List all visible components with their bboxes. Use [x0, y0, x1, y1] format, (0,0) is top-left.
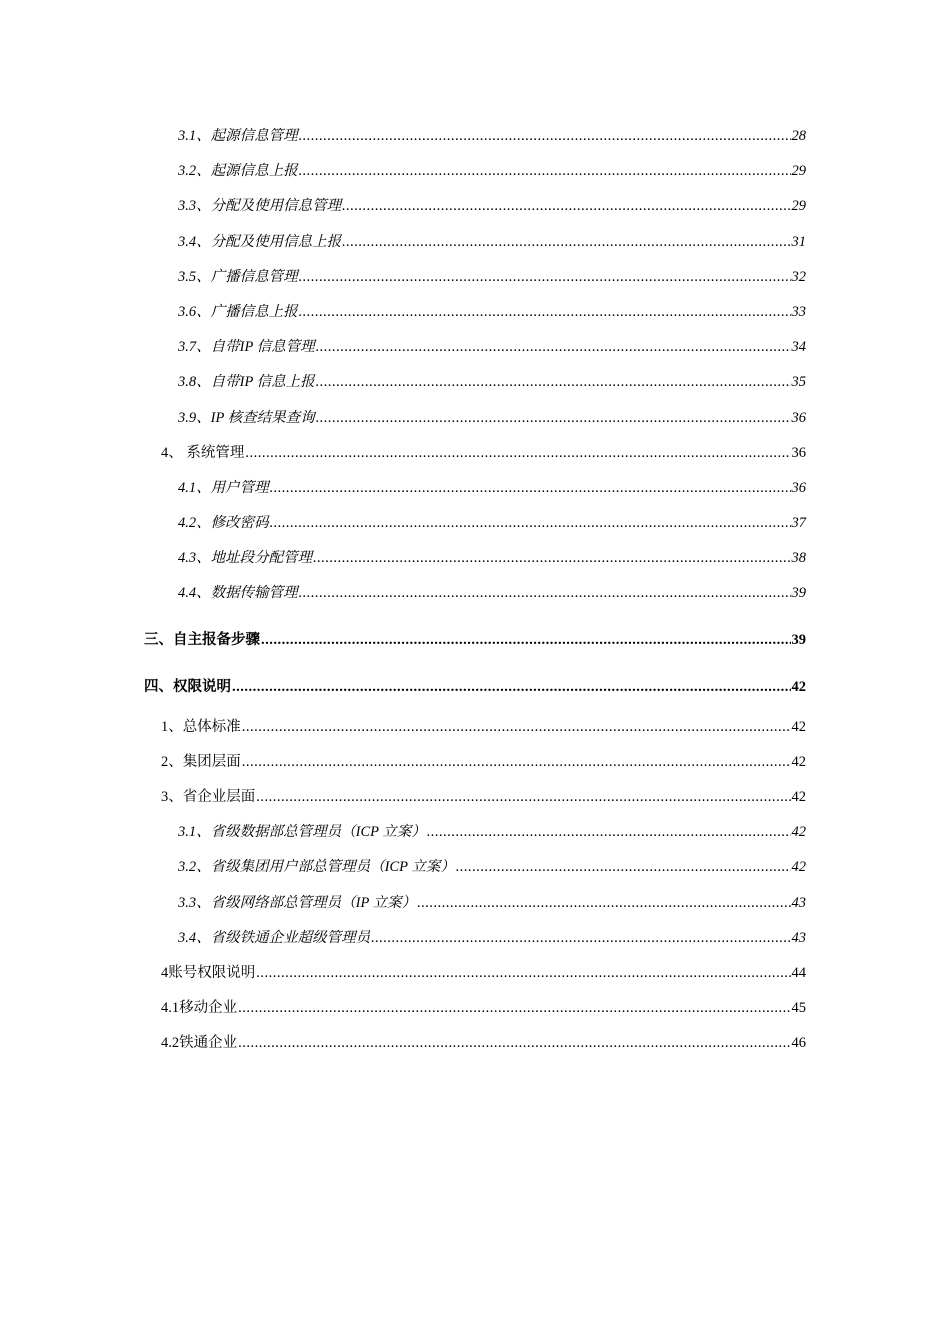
- toc-entry-4-account[interactable]: [0, 956, 950, 991]
- toc-page-number: 34: [791, 339, 806, 356]
- toc-title: 系统管理: [186, 444, 245, 461]
- dot-leader: [316, 330, 791, 365]
- toc-page-number: 45: [791, 1000, 806, 1017]
- toc-title: 权限说明: [173, 678, 231, 695]
- toc-number: 4、: [161, 444, 183, 461]
- toc-entry-3-2[interactable]: [0, 154, 950, 189]
- toc-page-number: 36: [791, 444, 806, 461]
- toc-entry-4-2[interactable]: [0, 506, 950, 541]
- dot-leader: [242, 710, 791, 745]
- toc-title: 数据传输管理: [210, 585, 298, 602]
- toc-title: 分配及使用信息上报: [210, 233, 342, 250]
- toc-entry-3-5[interactable]: [0, 260, 950, 295]
- toc-page-number: 39: [791, 631, 806, 648]
- toc-number: 3.3、: [178, 198, 211, 215]
- toc-entry-3-9[interactable]: [0, 401, 950, 436]
- toc-number: 4.3、: [178, 550, 211, 567]
- toc-title: 总体标准: [182, 718, 241, 735]
- toc-number: 3.2、: [178, 859, 211, 876]
- toc-page-number: 43: [791, 929, 806, 946]
- toc-entry-4-3[interactable]: [0, 541, 950, 576]
- dot-leader: [238, 991, 790, 1026]
- toc-page-number: 36: [791, 479, 806, 496]
- toc-entry-3-6[interactable]: [0, 295, 950, 330]
- toc-number: 四、: [144, 678, 173, 695]
- toc-entry-3-4-b[interactable]: [0, 921, 950, 956]
- dot-leader: [299, 295, 791, 330]
- toc-number: 3.1、: [178, 824, 211, 841]
- dot-leader: [417, 886, 790, 921]
- toc-entry-part-4[interactable]: [0, 665, 950, 710]
- toc-title: 省企业层面: [182, 789, 256, 805]
- toc-number: 4.1、: [178, 479, 211, 496]
- toc-page-number: 37: [791, 515, 806, 532]
- toc-entry-2[interactable]: [0, 745, 950, 780]
- toc-number: 4: [161, 964, 169, 981]
- toc-page-number: 35: [791, 374, 806, 391]
- toc-entry-4-2-tietong[interactable]: [0, 1026, 950, 1061]
- toc-entry-3-4[interactable]: [0, 225, 950, 260]
- toc-entry-1[interactable]: [0, 710, 950, 745]
- dot-leader: [270, 506, 791, 541]
- toc-page-number: 42: [791, 718, 806, 735]
- toc-title: IP 核查结果查询: [210, 409, 315, 426]
- toc-number: 3、: [161, 789, 183, 805]
- toc-number: 3.9、: [178, 409, 211, 426]
- toc-number: 3.4、: [178, 929, 211, 946]
- dot-leader: [316, 365, 791, 400]
- toc-number: 3.7、: [178, 339, 211, 356]
- toc-title: 自主报备步骤: [173, 631, 260, 648]
- dot-leader: [316, 401, 791, 436]
- toc-page-number: 33: [791, 303, 806, 320]
- toc-title: 分配及使用信息管理: [210, 198, 342, 215]
- dot-leader: [342, 225, 790, 260]
- toc-entry-3-2-b[interactable]: [0, 850, 950, 885]
- toc-title: 铁通企业: [179, 1035, 238, 1052]
- toc-entry-3-1-b[interactable]: [0, 815, 950, 850]
- toc-number: 2、: [161, 753, 183, 770]
- toc-title: 起源信息管理: [210, 128, 298, 144]
- toc-page-number: 42: [791, 678, 806, 695]
- dot-leader: [371, 921, 790, 956]
- dot-leader: [342, 189, 790, 224]
- toc-page-number: 42: [791, 789, 806, 805]
- toc-number: 3.4、: [178, 233, 211, 250]
- dot-leader: [299, 119, 791, 154]
- dot-leader: [456, 850, 791, 885]
- toc-number: 1、: [161, 718, 183, 735]
- dot-leader: [270, 471, 791, 506]
- toc-title: 地址段分配管理: [210, 550, 313, 567]
- toc-title: 省级集团用户部总管理员（ICP 立案）: [210, 859, 455, 876]
- toc-page-number: 29: [791, 163, 806, 180]
- toc-number: 4.4、: [178, 585, 211, 602]
- toc-page-number: 46: [791, 1035, 806, 1052]
- toc-title: 用户管理: [210, 479, 269, 496]
- toc-number: 三、: [144, 631, 173, 648]
- toc-page-number: 44: [791, 964, 806, 981]
- toc-title: 省级数据部总管理员（ICP 立案）: [210, 824, 426, 841]
- toc-title: 广播信息管理: [210, 268, 298, 285]
- toc-page-number: 42: [791, 753, 806, 770]
- toc-entry-3-7[interactable]: [0, 330, 950, 365]
- toc-page-number: 42: [791, 824, 806, 841]
- dot-leader: [427, 815, 791, 850]
- toc-entry-4-1[interactable]: [0, 471, 950, 506]
- dot-leader: [256, 780, 790, 815]
- toc-entry-3-1[interactable]: [0, 119, 950, 154]
- dot-leader: [245, 436, 790, 471]
- toc-entry-3-3-b[interactable]: [0, 886, 950, 921]
- toc-page-number: 38: [791, 550, 806, 567]
- toc-page-number: 42: [791, 859, 806, 876]
- toc-title: 修改密码: [210, 515, 269, 532]
- toc-entry-3-8[interactable]: [0, 365, 950, 400]
- toc-title: 集团层面: [182, 753, 241, 770]
- toc-title: 账号权限说明: [168, 964, 256, 981]
- toc-title: 移动企业: [179, 1000, 238, 1017]
- toc-number: 4.1: [161, 1000, 180, 1017]
- toc-number: 3.6、: [178, 303, 211, 320]
- dot-leader: [299, 154, 791, 189]
- dot-leader: [313, 541, 790, 576]
- toc-page-number: 39: [791, 585, 806, 602]
- dot-leader: [261, 618, 791, 663]
- toc-entry-part-3[interactable]: [0, 618, 950, 663]
- dot-leader: [299, 576, 791, 611]
- dot-leader: [238, 1026, 790, 1061]
- toc-title: 自带IP 信息管理: [210, 339, 315, 356]
- toc-page-number: 28: [791, 128, 806, 144]
- toc-number: 4.2: [161, 1035, 180, 1052]
- toc-title: 起源信息上报: [210, 163, 298, 180]
- toc-number: 3.8、: [178, 374, 211, 391]
- toc-entry-4-4[interactable]: [0, 576, 950, 611]
- toc-page-number: 36: [791, 409, 806, 426]
- toc-entry-3[interactable]: [0, 780, 950, 815]
- dot-leader: [299, 260, 791, 295]
- toc-page-number: 31: [791, 233, 806, 250]
- toc-entry-4[interactable]: [0, 436, 950, 471]
- toc-page-number: 32: [791, 268, 806, 285]
- toc-number: 3.3、: [178, 894, 211, 911]
- toc-entry-3-3[interactable]: [0, 189, 950, 224]
- toc-entry-4-1-mobile[interactable]: [0, 991, 950, 1026]
- toc-title: 自带IP 信息上报: [210, 374, 315, 391]
- toc-title: 省级铁通企业超级管理员: [210, 929, 371, 946]
- toc-number: 3.1、: [178, 128, 211, 144]
- toc-number: 4.2、: [178, 515, 211, 532]
- toc-number: 3.2、: [178, 163, 211, 180]
- toc-title: 广播信息上报: [210, 303, 298, 320]
- table-of-contents: [0, 119, 950, 1062]
- toc-number: 3.5、: [178, 268, 211, 285]
- dot-leader: [232, 665, 791, 710]
- dot-leader: [242, 745, 791, 780]
- dot-leader: [256, 956, 790, 991]
- toc-page-number: 29: [791, 198, 806, 215]
- toc-page-number: 43: [791, 894, 806, 911]
- toc-title: 省级网络部总管理员（IP 立案）: [210, 894, 417, 911]
